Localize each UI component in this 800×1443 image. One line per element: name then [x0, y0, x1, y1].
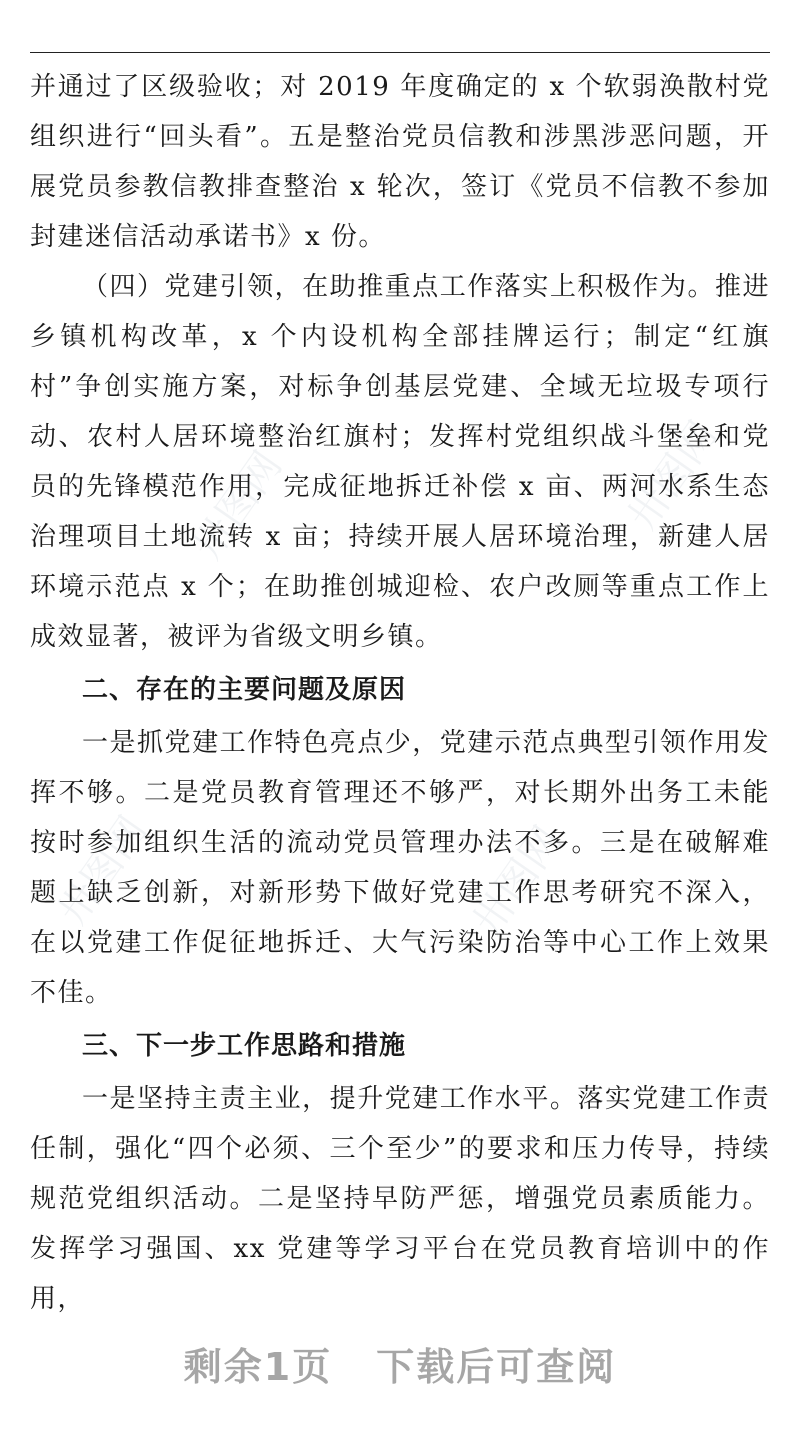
header-rule: [30, 52, 770, 53]
watermark-logo: 卅图网: [49, 808, 157, 933]
watermark-logo: 卅图网: [464, 818, 572, 943]
paragraph-next-steps: 一是坚持主责主业，提升党建工作水平。落实党建工作责任制，强化“四个必须、三个至少”的要求和压力传导，持续规范党组织活动。二是坚持早防严惩，增强党员素质能力。发挥学习强国、xx 党建等学习平台在党员教育培训中的作用，: [30, 1084, 770, 1314]
remaining-pages-label[interactable]: 剩余1页: [183, 1345, 333, 1389]
document-body: [30, 62, 770, 1324]
section-heading-next-steps: 三、下一步工作思路和措施: [82, 1031, 407, 1061]
paragraph-section-four: （四）党建引领，在助推重点工作落实上积极作为。推进乡镇机构改革，x 个内设机构全部挂牌运行；制定“红旗村”争创实施方案，对标争创基层党建、全域无垃圾专项行动、农村人居环境整治红旗村；发挥村党组织战斗堡垒和党员的先锋模范作用，完成征地拆迁补偿 x 亩、两河水系生态治理项目土地流转 x 亩；持续开展人居环境治理，新建人居环境示范点 x 个；在助推创城迎检、农户改厕等重点工作上成效显著，被评为省级文明乡镇。: [30, 272, 770, 652]
download-prompt[interactable]: [0, 1335, 800, 1399]
watermark-logo: 卅图网: [619, 413, 727, 538]
paragraph-problems: 一是抓党建工作特色亮点少，党建示范点典型引领作用发挥不够。二是党员教育管理还不够严，对长期外出务工未能按时参加组织生活的流动党员管理办法不多。三是在破解难题上缺乏创新，对新形势下做好党建工作思考研究不深入，在以党建工作促征地拆迁、大气污染防治等中心工作上效果不佳。: [30, 728, 770, 1008]
download-to-view-label[interactable]: 下载后可查阅: [376, 1345, 617, 1389]
paragraph-continuation: 并通过了区级验收；对 2019 年度确定的 x 个软弱涣散村党组织进行“回头看”。五是整治党员信教和涉黑涉恶问题，开展党员参教信教排查整治 x 轮次，签订《党员不信教不参加封建迷信活动承诺书》x 份。: [30, 72, 770, 252]
watermark-logo: 卅图网: [184, 443, 292, 568]
section-heading-problems: 二、存在的主要问题及原因: [82, 675, 407, 705]
